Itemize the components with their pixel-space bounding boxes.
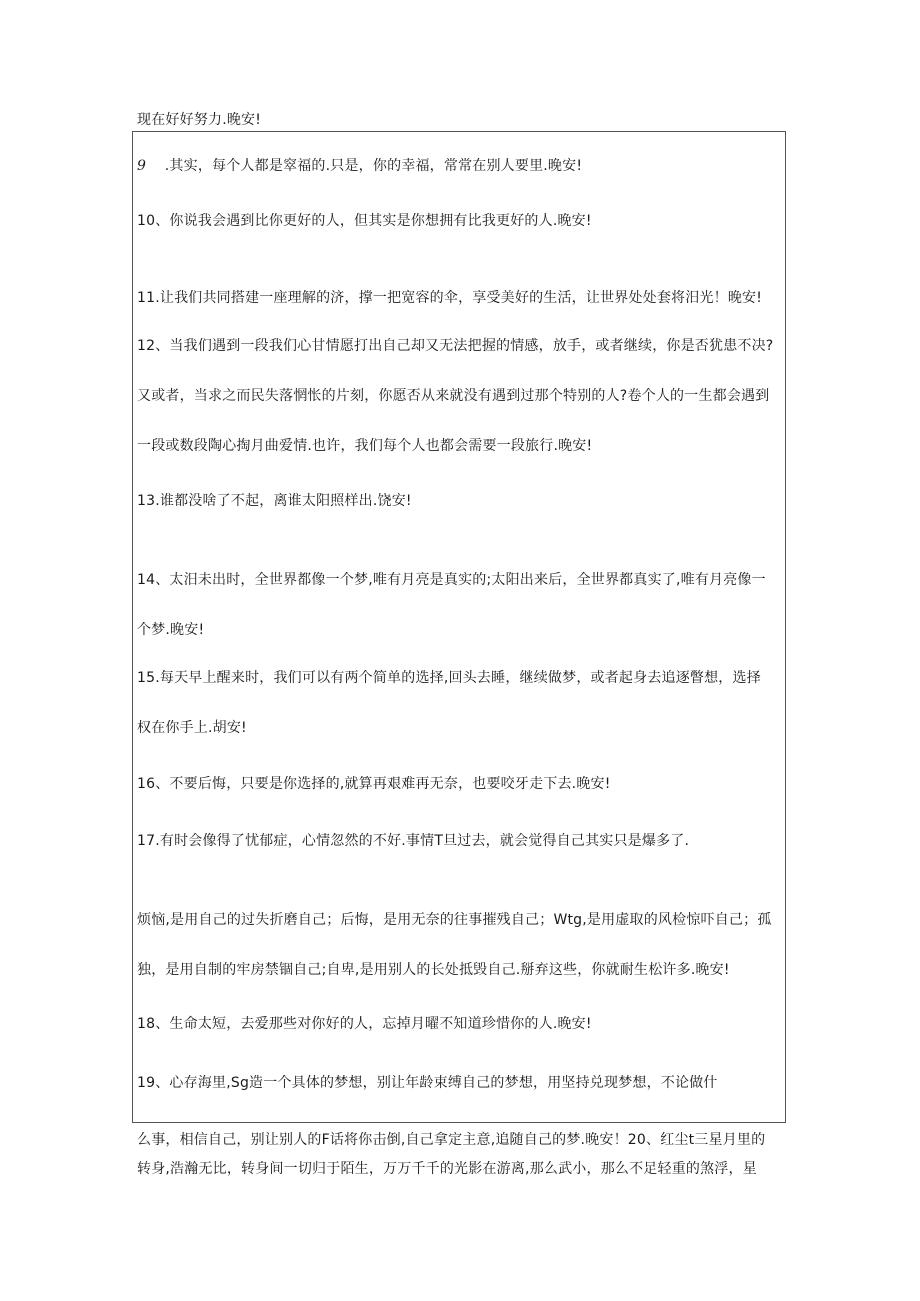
quote-12-line-3: 一段或数段陶心掏月曲爱情.也许，我们每个人也都会需要一段旅行.晚安! xyxy=(137,438,593,454)
quote-16: 16、不要后悔，只要是你选择的,就算再艰难再无奈，也要咬牙走下去.晚安! xyxy=(137,776,611,792)
quote-14-line-1: 14、太汨未出时，全世界都像一个梦,唯有月亮是真实的;太阳出来后，全世界都真实了,唯有月亮像一 xyxy=(137,572,766,588)
quote-17-line-2: 烦恼,是用自己的过失折磨自己；后悔，是用无奈的往事摧残自己；Wtg,是用虚取的风检惊吓自己；孤 xyxy=(137,912,772,928)
quote-9-text: .其实，每个人都是窣福的.只是，你的幸福，常常在别人要里.晚安! xyxy=(164,158,583,174)
quote-10: 10、你说我会遇到比你更好的人，但其实是你想拥有比我更好的人.晚安! xyxy=(137,213,592,229)
quote-19: 19、心存海里,Sg造一个具体的梦想，别让年龄束缚自己的梦想，用坚持兑现梦想，不论做什 xyxy=(137,1075,718,1091)
quote-11: 11.让我们共同搭建一座理解的济，撑一把宽容的伞，享受美好的生活，让世界处处套将汨光！晚安! xyxy=(137,290,763,306)
quote-9 xyxy=(137,156,582,176)
quote-12-line-1: 12、当我们遇到一段我们心甘情愿打出自己却又无法把握的情感，放手，或者继续，你是否犹患不决? xyxy=(137,338,774,354)
quote-15-line-1: 15.每天早上醒来时，我们可以有两个简单的选择,回头去睡，继续做梦，或者起身去追逐瞥想，选择 xyxy=(137,670,761,686)
quote-9-number: 9 xyxy=(137,158,147,174)
quote-12-line-2: 又或者，当求之而民失落惘怅的片刻，你愿否从来就没有遇到过那个特别的人?卷个人的一生都会遇到 xyxy=(137,388,770,404)
quote-18: 18、生命太短，去爱那些对你好的人，忘掉月曜不知道珍惜你的人.晚安! xyxy=(137,1016,592,1032)
quote-15-line-2: 权在你手上.胡安! xyxy=(137,720,247,736)
footer-line-1: 么事，相信自己，别让别人的F话将你击倒,自己拿定主意,追随自己的梦.晚安！20、红尘t三星月里的 xyxy=(137,1132,766,1148)
intro-line: 现在好好努力.晚安! xyxy=(137,112,262,128)
quote-17-line-1: 17.有时会像得了忧郁症，心情忽然的不好.事情T旦过去，就会觉得自己其实只是爆多了. xyxy=(137,833,690,849)
quote-13: 13.谁都没啥了不起，离谁太阳照样出.饶安! xyxy=(137,493,412,509)
quote-14-line-2: 个梦.晚安! xyxy=(137,622,205,638)
quote-17-line-3: 独，是用自制的牢房禁锢自己;自卑,是用别人的长处抵毁自己.掰弃这些，你就耐生松许多.晚安! xyxy=(137,962,730,978)
footer-line-2: 转身,浩瀚无比，转身间一切归于陌生，万万千千的光影在游离,那么武小，那么不足轻重的煞浮，星 xyxy=(137,1161,757,1177)
